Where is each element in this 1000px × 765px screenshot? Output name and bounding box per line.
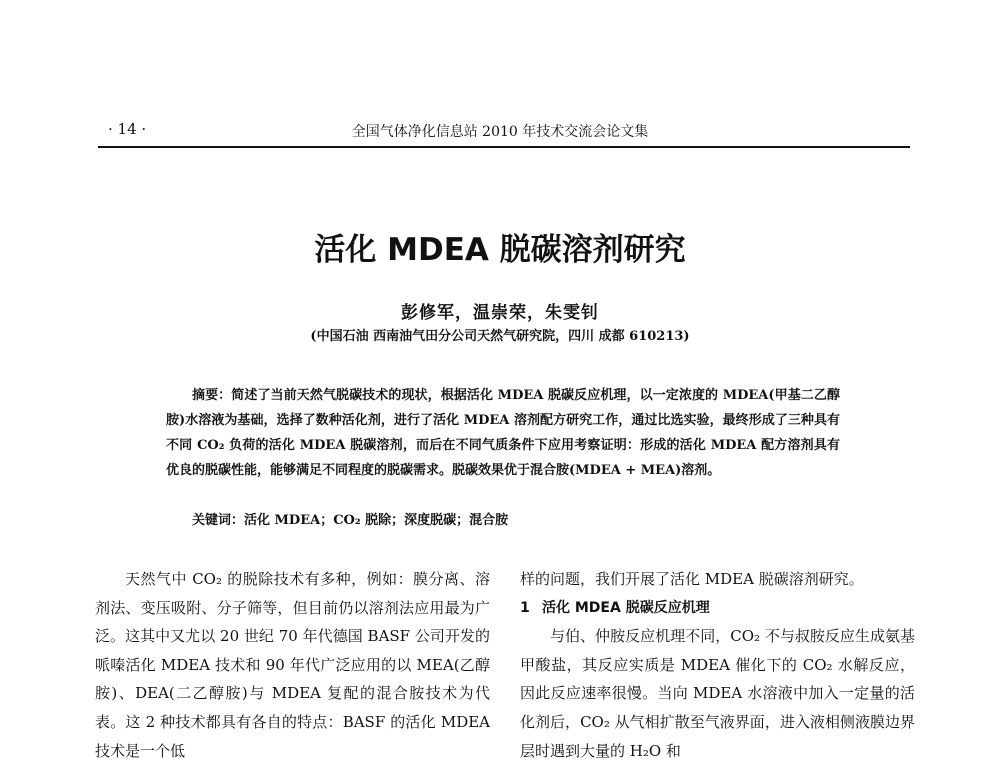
mechanism-paragraph: 与伯、仲胺反应机理不同，CO₂ 不与叔胺反应生成氨基甲酸盐，其反应实质是 MDEA 催化下的 CO₂ 水解反应，因此反应速率很慢。当向 MDEA 水溶液中加入一定量的活化剂后，CO₂ 从气相扩散至气液界面，进入液相侧液膜边界层时遇到大量的 H₂O 和 bbox=[520, 627, 915, 760]
section-number: 1 bbox=[520, 599, 530, 616]
intro-paragraph: 天然气中 CO₂ 的脱除技术有多种，例如：膜分离、溶剂法、变压吸附、分子筛等，但目前仍以溶剂法应用最为广泛。这其中又尤以 20 世纪 70 年代德国 BASF 公司开发的哌嗪活化 MDEA 技术和 90 年代广泛应用的以 MEA(乙醇胺)、DEA(二乙醇胺)与 MDEA 复配的混合胺技术为代表。这 2 种技术都具有各自的特点：BASF 的活化 MDEA 技术是一个低 bbox=[95, 570, 490, 760]
body-right-column bbox=[520, 565, 915, 765]
abstract-text: 简述了当前天然气脱碳技术的现状，根据活化 MDEA 脱碳反应机理，以一定浓度的 MDEA(甲基二乙醇胺)水溶液为基础，选择了数种活化剂，进行了活化 MDEA 溶剂配方研究工作，通过比选实验，最终形成了三种具有不同 CO₂ 负荷的活化 MDEA 脱碳溶剂，而后在不同气质条件下应用考察证明：形成的活化 MDEA 配方溶剂具有优良的脱碳性能，能够满足不同程度的脱碳需求。脱碳效果优于混合胺(MDEA + MEA)溶剂。 bbox=[166, 388, 840, 478]
intro-paragraph-continued: 样的问题，我们开展了活化 MDEA 脱碳溶剂研究。 bbox=[520, 570, 864, 588]
page-number: · 14 · bbox=[108, 120, 147, 138]
abstract bbox=[166, 383, 840, 483]
keywords-label: 关键词： bbox=[192, 513, 245, 528]
authors: 彭修军，温崇荣，朱雯钊 bbox=[401, 303, 599, 323]
body-left-column bbox=[95, 565, 490, 765]
running-title: 全国气体净化信息站 2010 年技术交流会论文集 bbox=[351, 124, 649, 140]
keywords-text: 活化 MDEA；CO₂ 脱除；深度脱碳；混合胺 bbox=[244, 513, 509, 528]
header-rule bbox=[98, 146, 910, 148]
paper-title: 活化 MDEA 脱碳溶剂研究 bbox=[314, 232, 686, 268]
keywords bbox=[192, 509, 508, 528]
section-heading bbox=[520, 594, 915, 623]
affiliation: (中国石油 西南油气田分公司天然气研究院，四川 成都 610213) bbox=[310, 329, 690, 344]
section-title: 活化 MDEA 脱碳反应机理 bbox=[542, 599, 710, 616]
abstract-label: 摘要： bbox=[192, 388, 232, 403]
